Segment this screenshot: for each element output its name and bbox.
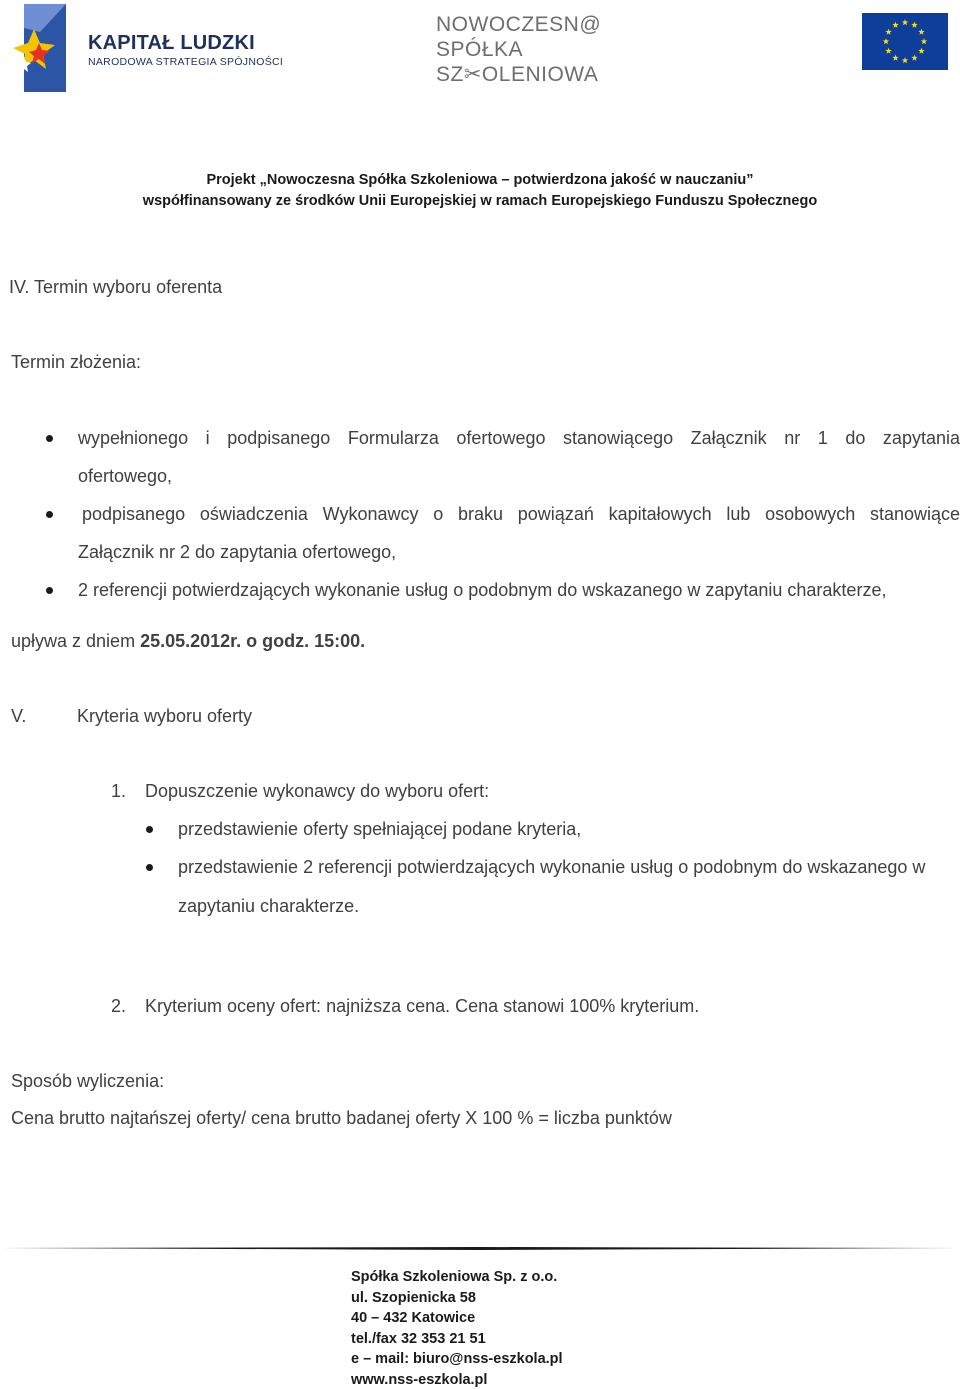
bullet-icon bbox=[146, 826, 153, 833]
bullet-icon bbox=[46, 587, 53, 594]
nowoczesna-logo-line2: SPÓŁKA bbox=[436, 38, 524, 61]
bullet-icon bbox=[146, 864, 153, 871]
section-4-heading: IV. Termin wyboru oferenta bbox=[9, 277, 223, 297]
criteria-subitem-2-line1: przedstawienie 2 referencji potwierdzających wykonanie usług o podobnym do wskazanego w bbox=[178, 857, 926, 877]
footer-website: www.nss-eszkola.pl bbox=[351, 1372, 488, 1388]
kapital-ludzki-subtitle: NARODOWA STRATEGIA SPÓJNOŚCI bbox=[88, 56, 284, 68]
deadline-item-3: 2 referencji potwierdzających wykonanie usług o podobnym do wskazanego w zapytaniu charakterze, bbox=[78, 580, 887, 600]
section-5-number: V. bbox=[11, 706, 27, 726]
footer-company: Spółka Szkoleniowa Sp. z o.o. bbox=[351, 1269, 558, 1285]
criteria-subitem-1: przedstawienie oferty spełniającej podane kryteria, bbox=[178, 819, 582, 839]
deadline-item-2-line2: Załącznik nr 2 do zapytania ofertowego, bbox=[78, 542, 397, 562]
deadline-date: 25.05.2012r. o godz. 15:00. bbox=[140, 631, 366, 651]
criteria-item-1-text: Dopuszczenie wykonawcy do wyboru ofert: bbox=[145, 781, 490, 801]
bullet-icon bbox=[46, 435, 53, 442]
footer-divider bbox=[0, 1247, 958, 1250]
nowoczesna-spolka-logo bbox=[436, 12, 601, 87]
calculation-label: Sposób wyliczenia: bbox=[11, 1071, 165, 1091]
nowoczesna-logo-line1: NOWOCZESN@ bbox=[436, 13, 602, 36]
criteria-subitem-2-line2: zapytaniu charakterze. bbox=[178, 896, 360, 916]
criteria-item-2-number: 2. bbox=[111, 996, 127, 1016]
eu-flag-icon bbox=[862, 13, 948, 70]
bullet-icon bbox=[46, 511, 53, 518]
nowoczesna-logo-line3: SZ✂OLENIOWA bbox=[436, 63, 599, 86]
project-title-line1: Projekt „Nowoczesna Spółka Szkoleniowa – potwierdzona jakość w nauczaniu” bbox=[206, 172, 754, 188]
footer-city: 40 – 432 Katowice bbox=[351, 1310, 476, 1326]
project-title-line2: współfinansowany ze środków Unii Europejskiej w ramach Europejskiego Funduszu Społecznego bbox=[142, 193, 818, 209]
footer-email: e – mail: biuro@nss-eszkola.pl bbox=[351, 1351, 563, 1367]
calculation-formula: Cena brutto najtańszej oferty/ cena brutto badanej oferty X 100 % = liczba punktów bbox=[11, 1108, 672, 1128]
deadline-item-1-line1: wypełnionego i podpisanego Formularza ofertowego stanowiącego Załącznik nr 1 do zapytania bbox=[78, 428, 960, 448]
kapital-ludzki-title: KAPITAŁ LUDZKI bbox=[88, 32, 255, 54]
criteria-item-2-text: Kryterium oceny ofert: najniższa cena. Cena stanowi 100% kryterium. bbox=[145, 996, 700, 1016]
kapital-ludzki-logo-mark bbox=[10, 2, 70, 94]
deadline-item-2-line1: podpisanego oświadczenia Wykonawcy o braku powiązań kapitałowych lub osobowych stanowiące bbox=[82, 504, 960, 524]
deadline-label: Termin złożenia: bbox=[11, 352, 142, 372]
footer-street: ul. Szopienicka 58 bbox=[351, 1290, 476, 1306]
criteria-item-1-number: 1. bbox=[111, 781, 127, 801]
footer-phone: tel./fax 32 353 21 51 bbox=[351, 1331, 486, 1347]
deadline-item-1-line2: ofertowego, bbox=[78, 466, 173, 486]
deadline-expiry bbox=[11, 631, 365, 652]
deadline-expiry-prefix: upływa z dniem bbox=[11, 631, 141, 651]
section-5-heading: Kryteria wyboru oferty bbox=[77, 706, 253, 726]
